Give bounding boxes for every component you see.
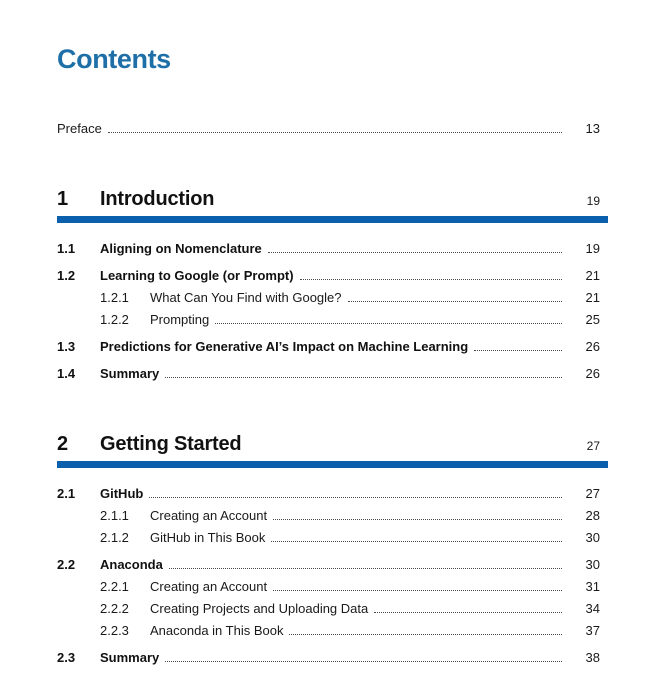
toc-entry-number: 2.1 xyxy=(57,486,76,501)
chapter-divider-rule xyxy=(57,461,608,468)
chapter-heading[interactable] xyxy=(57,188,608,211)
toc-entry-number: 2.3 xyxy=(57,650,76,665)
section-list xyxy=(57,241,608,381)
toc-entry-title: Prompting xyxy=(150,312,210,327)
toc-entry-page: 21 xyxy=(585,290,600,305)
chapter-block xyxy=(57,433,608,665)
dot-leader xyxy=(268,252,562,253)
toc-entry-number: 2.1.1 xyxy=(100,508,129,523)
toc-entry-number: 1.2.2 xyxy=(100,312,129,327)
dot-leader xyxy=(474,350,562,351)
chapter-title: Getting Started xyxy=(100,433,242,455)
toc-entry-title: GitHub xyxy=(100,486,144,501)
toc-entry-page: 38 xyxy=(585,650,600,665)
toc-entry-number: 1.3 xyxy=(57,339,76,354)
chapter-number: 1 xyxy=(57,188,68,210)
toc-entry-page: 30 xyxy=(585,557,600,572)
dot-leader xyxy=(289,634,562,635)
toc-entry-number: 2.2.2 xyxy=(100,601,129,616)
toc-entry-page: 13 xyxy=(585,121,600,136)
toc-entry[interactable] xyxy=(57,579,608,594)
toc-entry-title: Creating an Account xyxy=(150,579,268,594)
dot-leader xyxy=(348,301,562,302)
dot-leader xyxy=(300,279,562,280)
chapter-page: 27 xyxy=(586,439,600,453)
toc-entry-number: 2.1.2 xyxy=(100,530,129,545)
dot-leader xyxy=(169,568,562,569)
dot-leader xyxy=(271,541,562,542)
toc-entry-title: Preface xyxy=(57,121,102,136)
toc-entry[interactable] xyxy=(57,268,608,283)
chapter-divider-rule xyxy=(57,216,608,223)
dot-leader xyxy=(273,590,562,591)
toc-entry-page: 21 xyxy=(585,268,600,283)
toc-entry[interactable] xyxy=(57,623,608,638)
chapter-heading[interactable] xyxy=(57,433,608,456)
toc-entry-title: Anaconda in This Book xyxy=(150,623,284,638)
toc-entry[interactable] xyxy=(57,601,608,616)
toc-entry-page: 26 xyxy=(585,339,600,354)
dot-leader xyxy=(215,323,562,324)
toc-entry-page: 30 xyxy=(585,530,600,545)
toc-entry-page: 25 xyxy=(585,312,600,327)
dot-leader xyxy=(149,497,562,498)
toc-entry[interactable] xyxy=(57,121,608,136)
toc-entry-page: 34 xyxy=(585,601,600,616)
toc-entry-number: 1.1 xyxy=(57,241,76,256)
toc-entry-number: 1.2.1 xyxy=(100,290,129,305)
chapter-number: 2 xyxy=(57,433,68,455)
toc-entry-title: Anaconda xyxy=(100,557,163,572)
chapter-page: 19 xyxy=(586,194,600,208)
chapter-title: Introduction xyxy=(100,188,215,210)
toc-entry[interactable] xyxy=(57,290,608,305)
toc-entry-number: 2.2.3 xyxy=(100,623,129,638)
chapter-block xyxy=(57,188,608,381)
toc-entry-page: 27 xyxy=(585,486,600,501)
toc-entry-title: Summary xyxy=(100,650,160,665)
toc-entry[interactable] xyxy=(57,486,608,501)
toc-entry[interactable] xyxy=(57,650,608,665)
toc-entry-title: Predictions for Generative AI’s Impact on Machine Learning xyxy=(100,339,469,354)
dot-leader xyxy=(273,519,562,520)
toc-entry-title: What Can You Find with Google? xyxy=(150,290,342,305)
toc-entry-page: 19 xyxy=(585,241,600,256)
toc-entry-page: 37 xyxy=(585,623,600,638)
dot-leader xyxy=(374,612,562,613)
toc-entry[interactable] xyxy=(57,339,608,354)
toc-entry-page: 26 xyxy=(585,366,600,381)
toc-entry-page: 28 xyxy=(585,508,600,523)
dot-leader xyxy=(165,377,562,378)
toc-entry-title: Learning to Google (or Prompt) xyxy=(100,268,294,283)
toc-entry-title: Summary xyxy=(100,366,160,381)
toc-entry-title: Creating Projects and Uploading Data xyxy=(150,601,369,616)
toc-entry[interactable] xyxy=(57,530,608,545)
toc-entry[interactable] xyxy=(57,241,608,256)
toc-entry-number: 1.4 xyxy=(57,366,76,381)
toc-entry[interactable] xyxy=(57,366,608,381)
section-list xyxy=(57,486,608,665)
toc-entry-number: 2.2.1 xyxy=(100,579,129,594)
toc-entry-number: 2.2 xyxy=(57,557,76,572)
toc-entry-page: 31 xyxy=(585,579,600,594)
page-title: Contents xyxy=(57,44,171,74)
toc-entry-title: Aligning on Nomenclature xyxy=(100,241,262,256)
toc-entry-number: 1.2 xyxy=(57,268,76,283)
toc-entry[interactable] xyxy=(57,312,608,327)
toc-entry[interactable] xyxy=(57,557,608,572)
chapter-list xyxy=(57,188,608,665)
toc-entry-title: Creating an Account xyxy=(150,508,268,523)
front-matter-list xyxy=(57,121,608,136)
toc-entry[interactable] xyxy=(57,508,608,523)
toc-entry-title: GitHub in This Book xyxy=(150,530,266,545)
dot-leader xyxy=(165,661,562,662)
dot-leader xyxy=(108,132,562,133)
